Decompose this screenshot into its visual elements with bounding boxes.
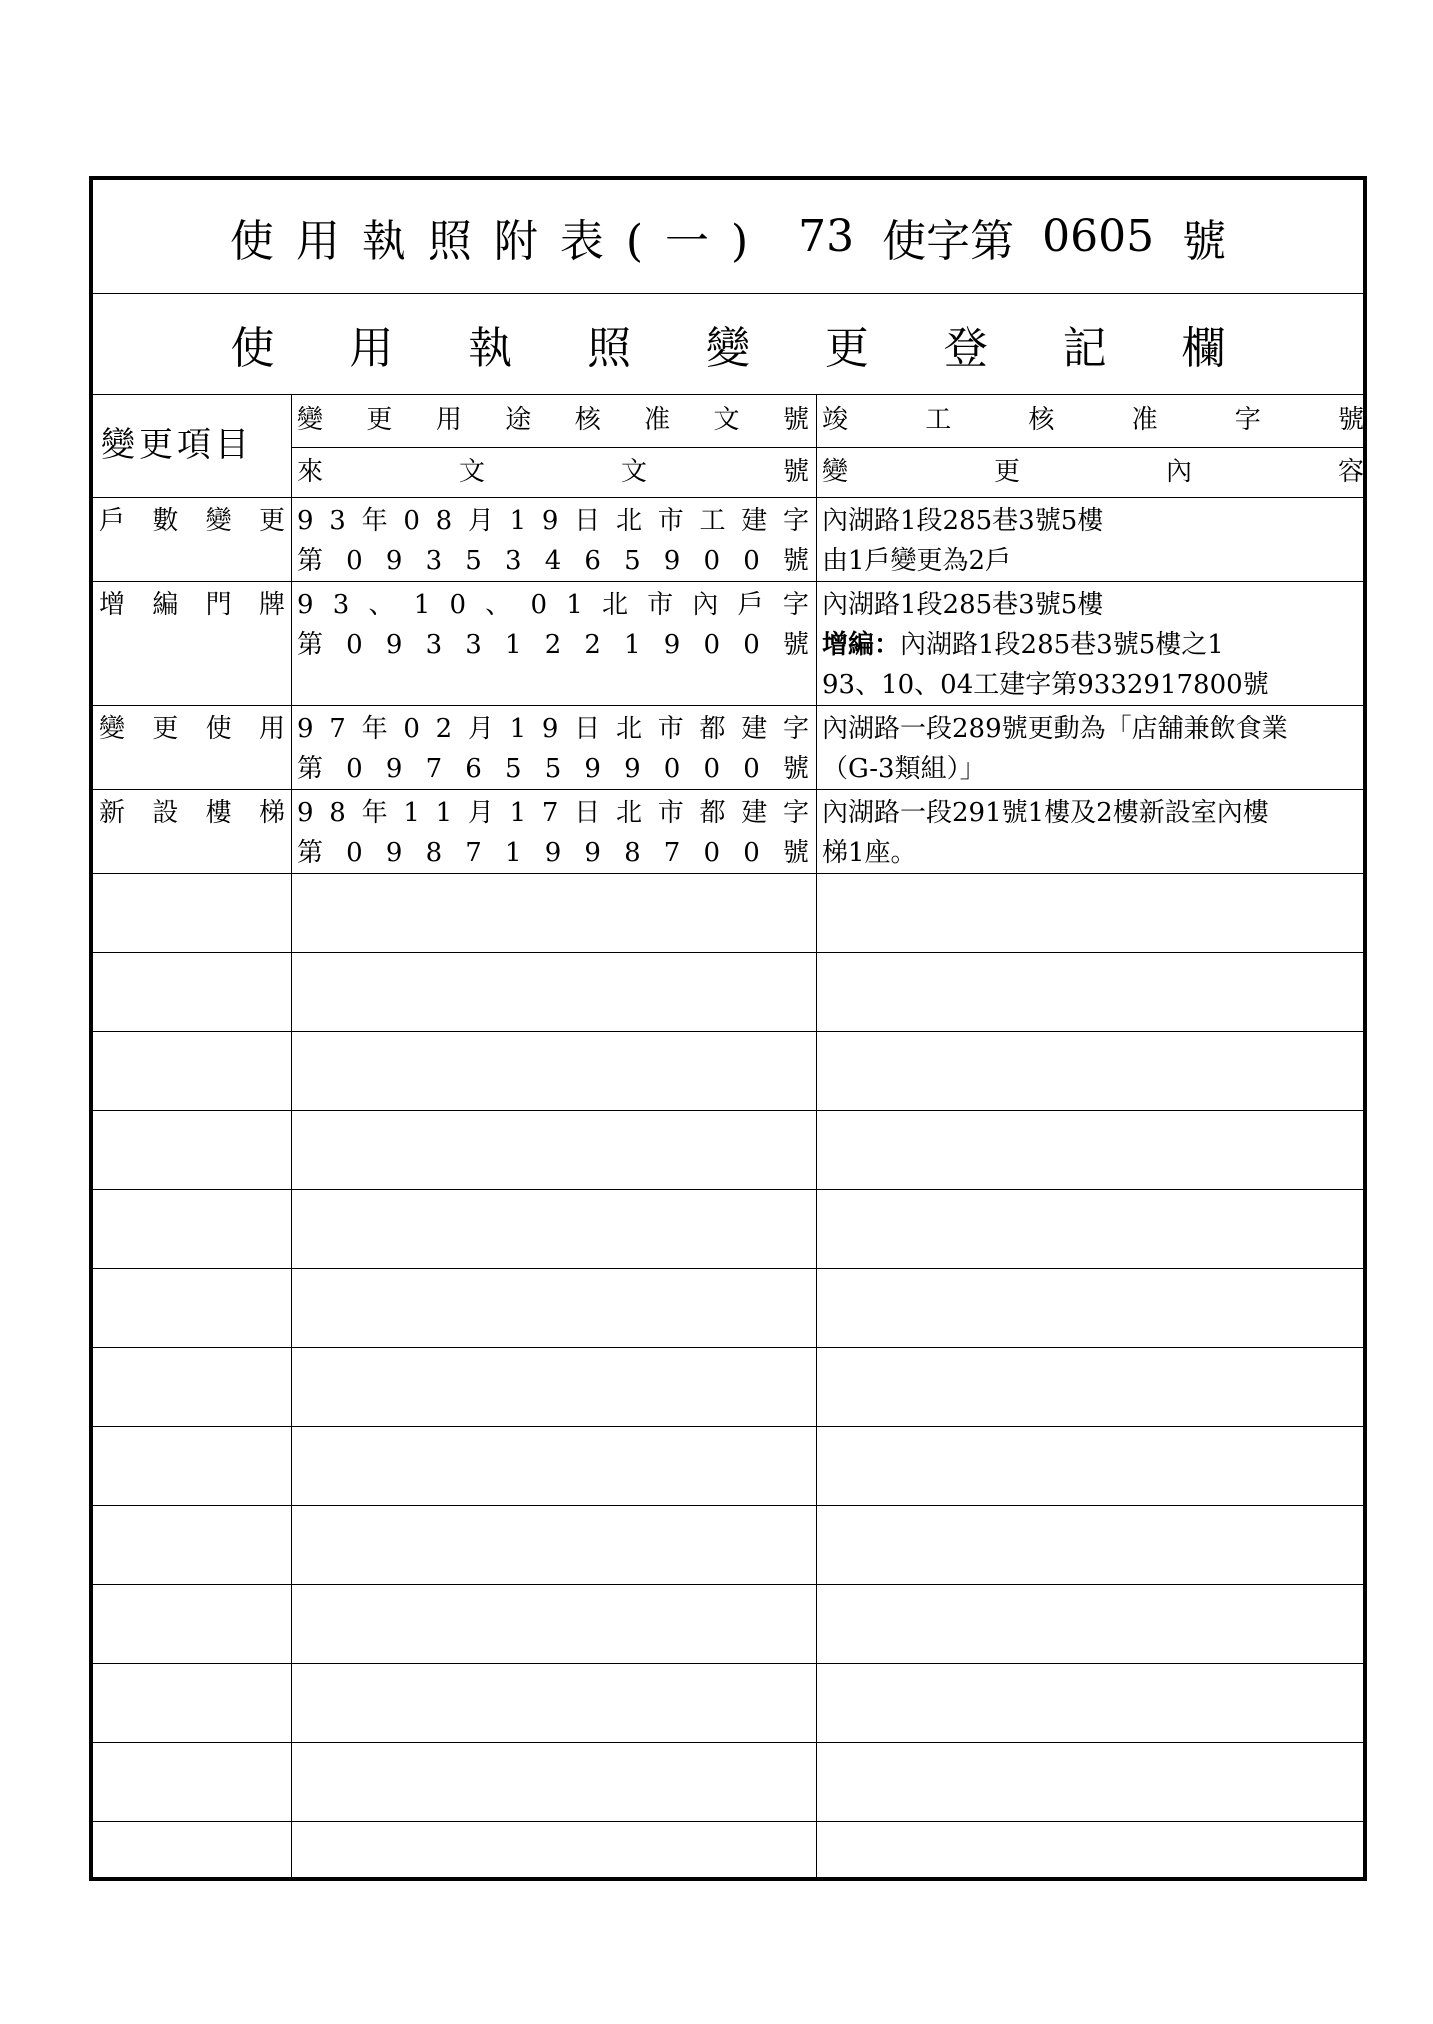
header-char: 文 <box>620 457 647 487</box>
row-ref-char: 9 <box>385 838 403 868</box>
header-content <box>822 452 1364 492</box>
row-content-line2: （G-3類組）」 <box>822 754 986 784</box>
row-ref-char: 0 <box>346 546 363 576</box>
row-ref-char: 市 <box>657 798 684 828</box>
row-item-char: 門 <box>205 590 232 620</box>
row-ref-char: 7 <box>541 798 559 828</box>
row-ref-char: 建 <box>741 506 768 536</box>
row-ref-char: 日 <box>574 798 601 828</box>
row-item <box>99 585 285 625</box>
row-ref-line2 <box>297 749 809 789</box>
row-ref-char: 3 <box>425 630 443 660</box>
row-divider <box>93 873 1363 874</box>
header-char: 核 <box>574 405 601 435</box>
row-ref-char: 0 <box>703 838 721 868</box>
row-ref-char: 都 <box>699 714 726 744</box>
row-content-line3: 93、10、04工建字第9332917800號 <box>822 670 1269 700</box>
row-item-char: 編 <box>152 590 179 620</box>
row-ref-char: 0 <box>703 754 721 784</box>
subtitle-char: 更 <box>824 323 869 374</box>
row-ref-char: 北 <box>615 506 642 536</box>
row-ref-char: 7 <box>465 838 482 868</box>
row-ref-char: 9 <box>385 546 403 576</box>
row-ref-char: 0 <box>743 754 760 784</box>
header-char: 來 <box>297 457 324 487</box>
subtitle-char: 記 <box>1062 323 1107 374</box>
row-ref-line1 <box>297 501 809 541</box>
row-ref-char: 9 <box>297 506 314 536</box>
row-ref-char: 字 <box>782 714 809 744</box>
row-ref-char: 5 <box>544 754 562 784</box>
row-ref-char: 年 <box>361 506 388 536</box>
row-ref-char: 1 <box>413 590 431 620</box>
header-char: 途 <box>505 405 532 435</box>
subtitle-char: 照 <box>587 323 632 374</box>
row-ref-char: 9 <box>297 590 314 620</box>
row-ref-char: 日 <box>574 714 601 744</box>
row-ref-line2 <box>297 833 809 873</box>
row-ref-char: 0 <box>703 546 721 576</box>
form-title <box>93 180 1363 294</box>
row-ref-char: 號 <box>782 630 809 660</box>
row-ref-line1 <box>297 709 809 749</box>
row-ref-char: 5 <box>504 754 522 784</box>
header-char: 竣 <box>822 405 849 435</box>
header-char: 文 <box>713 405 740 435</box>
column-divider <box>291 395 292 1877</box>
row-ref-char: 字 <box>782 798 809 828</box>
header-char: 准 <box>1131 405 1158 435</box>
row-ref-char: 9 <box>541 506 559 536</box>
row-content-line1: 內湖路一段291號1樓及2樓新設室內樓 <box>822 798 1269 828</box>
header-char: 更 <box>366 405 393 435</box>
row-ref-char: 9 <box>297 798 314 828</box>
row-ref-char: 1 <box>509 506 527 536</box>
row-ref-char: 號 <box>782 838 809 868</box>
row-divider <box>93 705 1363 706</box>
title-suffix: 號 <box>1182 215 1227 267</box>
row-ref-char: 4 <box>544 546 562 576</box>
row-ref-char: 9 <box>663 630 681 660</box>
row-ref-line2 <box>297 541 809 581</box>
header-char: 號 <box>782 405 809 435</box>
row-ref-char: 3 <box>332 590 350 620</box>
row-ref-char: 0 <box>663 754 681 784</box>
form-subtitle <box>93 294 1363 395</box>
empty-row-divider <box>93 1505 1363 1506</box>
row-ref-char: 1 <box>566 590 583 620</box>
row-item-char: 數 <box>152 506 179 536</box>
row-divider <box>93 497 1363 498</box>
row-item-char: 樓 <box>205 798 232 828</box>
row-divider <box>93 581 1363 582</box>
row-ref-char: 2 <box>544 630 562 660</box>
row-ref-char: 0 <box>346 754 363 784</box>
subtitle-char: 使 <box>230 323 275 374</box>
row-ref-char: 0 <box>403 714 420 744</box>
header-char: 用 <box>435 405 462 435</box>
row-ref-line1 <box>297 585 809 625</box>
row-content-line2: 梯1座。 <box>822 838 917 868</box>
title-middle: 使字第 <box>882 215 1015 267</box>
header-char: 內 <box>1165 457 1192 487</box>
header-char: 變 <box>822 457 849 487</box>
row-ref-char: 9 <box>584 754 601 784</box>
row-ref-char: 戶 <box>737 590 764 620</box>
row-ref-char: 7 <box>663 838 681 868</box>
row-divider <box>93 789 1363 790</box>
row-ref-char: 日 <box>574 506 601 536</box>
row-ref-char: 都 <box>699 798 726 828</box>
empty-row-divider <box>93 1742 1363 1743</box>
row-content-line1: 內湖路1段285巷3號5樓 <box>822 590 1104 620</box>
empty-row-divider <box>93 1663 1363 1664</box>
row-ref-char: 2 <box>435 714 453 744</box>
subtitle-char: 登 <box>943 323 988 374</box>
row-ref-char: 3 <box>465 630 482 660</box>
header-char: 更 <box>993 457 1020 487</box>
row-ref-char: 6 <box>465 754 482 784</box>
header-char: 核 <box>1028 405 1055 435</box>
header-approval <box>297 400 809 440</box>
empty-row-divider <box>93 1584 1363 1585</box>
row-item-char: 變 <box>205 506 232 536</box>
header-char: 工 <box>925 405 952 435</box>
header-divider <box>291 447 1363 448</box>
row-ref-char: 市 <box>647 590 674 620</box>
row-ref-char: 0 <box>346 630 363 660</box>
row-ref-char: 月 <box>467 798 494 828</box>
license-form <box>89 176 1367 1881</box>
row-ref-char: 字 <box>782 506 809 536</box>
row-ref-char: 5 <box>465 546 482 576</box>
row-ref-char: 0 <box>743 630 760 660</box>
row-ref-char: 8 <box>329 798 346 828</box>
row-ref-char: 9 <box>624 754 641 784</box>
row-ref-char: 9 <box>584 838 601 868</box>
row-ref-char: 第 <box>297 546 324 576</box>
row-ref-char: 市 <box>657 506 684 536</box>
row-ref-char: 2 <box>584 630 601 660</box>
header-char: 文 <box>458 457 485 487</box>
row-ref-char: 年 <box>361 714 388 744</box>
row-ref-char: 0 <box>530 590 547 620</box>
row-ref-char: 1 <box>435 798 453 828</box>
row-ref-char: 0 <box>743 546 760 576</box>
empty-row-divider <box>93 1347 1363 1348</box>
row-item-char: 梯 <box>258 798 285 828</box>
header-completion <box>822 400 1364 440</box>
row-ref-char: 1 <box>403 798 420 828</box>
row-content-line1: 內湖路1段285巷3號5樓 <box>822 506 1104 536</box>
row-ref-char: 1 <box>504 630 522 660</box>
row-item <box>99 709 285 749</box>
row-item-char: 新 <box>99 798 126 828</box>
row-ref-char: 6 <box>584 546 601 576</box>
header-incoming <box>297 452 809 492</box>
row-ref-char: 7 <box>329 714 346 744</box>
row-item-char: 戶 <box>99 506 126 536</box>
row-ref-char: 3 <box>425 546 443 576</box>
row-item-char: 更 <box>258 506 285 536</box>
row-ref-char: 1 <box>509 798 527 828</box>
row-content-line2 <box>822 625 1224 665</box>
row-ref-char: 1 <box>624 630 641 660</box>
row-ref-char: 3 <box>504 546 522 576</box>
row-ref-char: 0 <box>346 838 363 868</box>
row-ref-char: 9 <box>385 754 403 784</box>
row-ref-char: 市 <box>657 714 684 744</box>
row-ref-char: 、 <box>368 590 395 620</box>
row-ref-char: 9 <box>297 714 314 744</box>
row-ref-char: 9 <box>544 838 562 868</box>
empty-row-divider <box>93 1110 1363 1111</box>
empty-row-divider <box>93 952 1363 953</box>
row-ref-char: 0 <box>403 506 420 536</box>
row-ref-char: 北 <box>601 590 628 620</box>
row-ref-char: 號 <box>782 754 809 784</box>
row-ref-char: 月 <box>467 506 494 536</box>
row-item-char: 增 <box>99 590 126 620</box>
row-ref-char: 0 <box>703 630 721 660</box>
change-table <box>93 395 1363 1877</box>
row-ref-char: 第 <box>297 838 324 868</box>
row-ref-char: 3 <box>329 506 346 536</box>
row-item-char: 使 <box>205 714 232 744</box>
row-ref-char: 1 <box>504 838 522 868</box>
header-char: 准 <box>644 405 671 435</box>
row-ref-char: 5 <box>624 546 641 576</box>
subtitle-char: 欄 <box>1181 323 1226 374</box>
row-ref-char: 8 <box>425 838 443 868</box>
header-char: 容 <box>1337 457 1364 487</box>
row-ref-char: 北 <box>615 714 642 744</box>
row-content-label: 增編： <box>822 630 901 660</box>
row-ref-line2 <box>297 625 809 665</box>
title-serial: 0605 <box>1042 211 1155 262</box>
row-item-char: 用 <box>258 714 285 744</box>
row-content-text: 內湖路1段285巷3號5樓之1 <box>900 630 1224 660</box>
row-content-line1: 內湖路一段289號更動為「店舖兼飲食業 <box>822 714 1288 744</box>
row-ref-char: 年 <box>361 798 388 828</box>
header-char: 變 <box>297 405 324 435</box>
row-item-char: 更 <box>152 714 179 744</box>
row-ref-char: 工 <box>699 506 726 536</box>
row-content-line2: 由1戶變更為2戶 <box>822 546 1012 576</box>
row-ref-char: 字 <box>782 590 809 620</box>
title-number: 73 <box>798 211 855 262</box>
header-char: 號 <box>782 457 809 487</box>
row-ref-char: 第 <box>297 630 324 660</box>
header-char: 字 <box>1234 405 1261 435</box>
row-item-char: 牌 <box>258 590 285 620</box>
row-ref-char: 0 <box>449 590 467 620</box>
empty-row-divider <box>93 1821 1363 1822</box>
subtitle-char: 執 <box>468 323 513 374</box>
row-ref-char: 號 <box>782 546 809 576</box>
title-prefix: 使用執照附表(一) <box>229 215 771 267</box>
subtitle-char: 變 <box>705 323 750 374</box>
row-ref-char: 0 <box>743 838 760 868</box>
row-item-char: 變 <box>99 714 126 744</box>
row-item <box>99 501 285 541</box>
empty-row-divider <box>93 1031 1363 1032</box>
row-ref-char: 北 <box>615 798 642 828</box>
row-ref-char: 建 <box>741 798 768 828</box>
row-ref-char: 9 <box>663 546 681 576</box>
row-ref-char: 9 <box>385 630 403 660</box>
header-item: 變更項目 <box>101 425 253 465</box>
row-item-char: 設 <box>152 798 179 828</box>
row-ref-char: 第 <box>297 754 324 784</box>
row-ref-char: 1 <box>509 714 527 744</box>
row-item <box>99 793 285 833</box>
empty-row-divider <box>93 1426 1363 1427</box>
subtitle-char: 用 <box>349 323 394 374</box>
row-ref-char: 7 <box>425 754 443 784</box>
row-ref-char: 月 <box>467 714 494 744</box>
row-ref-char: 9 <box>541 714 559 744</box>
row-ref-char: 8 <box>435 506 453 536</box>
column-divider <box>816 395 817 1877</box>
empty-row-divider <box>93 1268 1363 1269</box>
row-ref-line1 <box>297 793 809 833</box>
row-ref-char: 內 <box>692 590 719 620</box>
row-ref-char: 、 <box>485 590 512 620</box>
row-ref-char: 8 <box>624 838 641 868</box>
row-ref-char: 建 <box>741 714 768 744</box>
header-char: 號 <box>1337 405 1364 435</box>
empty-row-divider <box>93 1189 1363 1190</box>
